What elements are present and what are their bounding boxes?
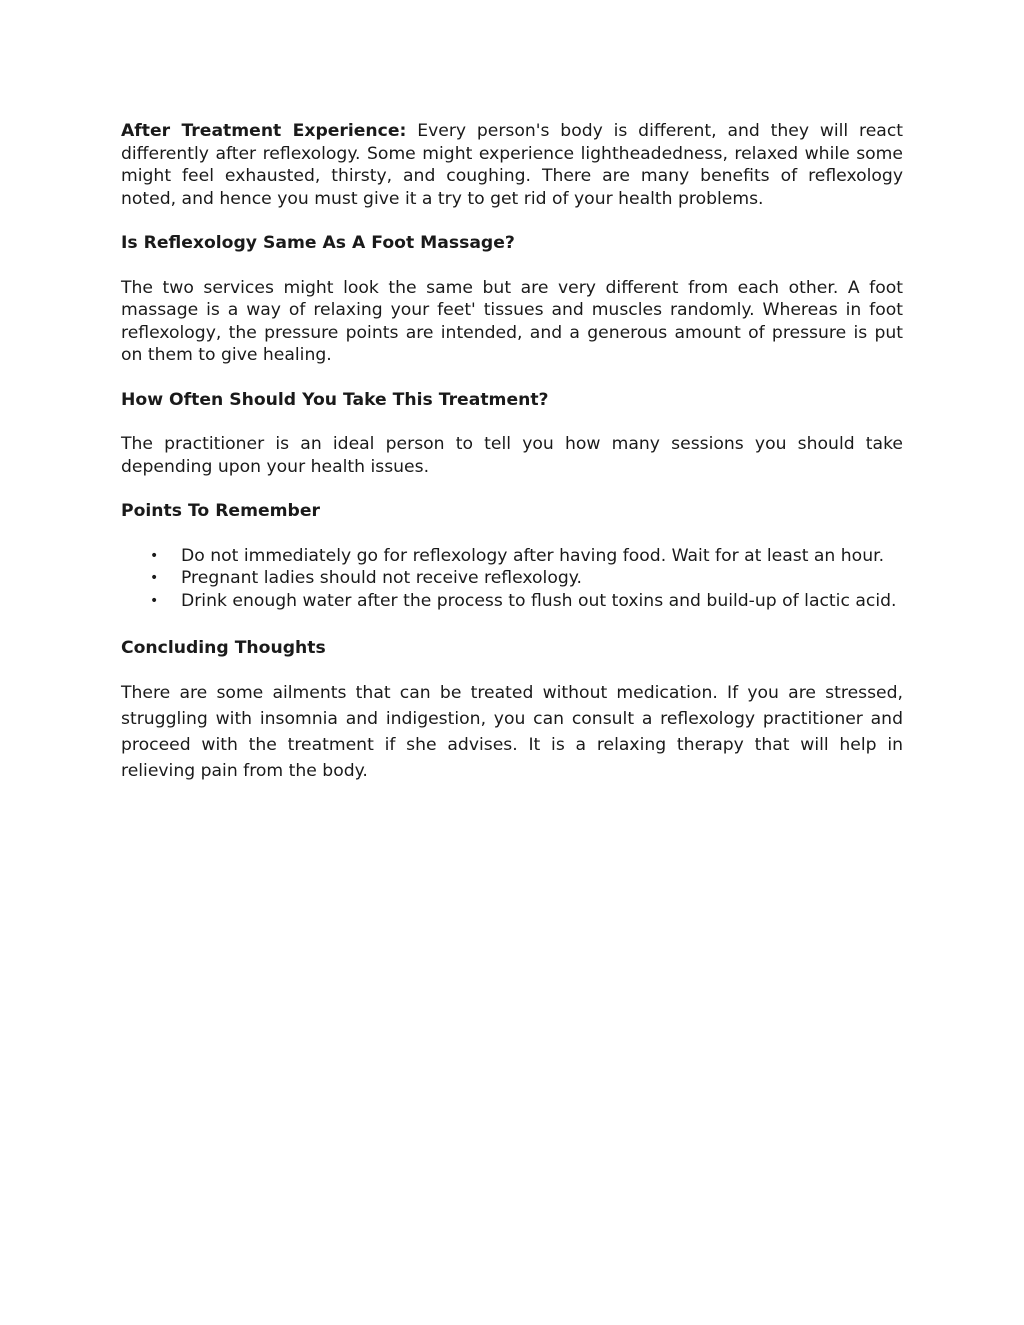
after-treatment-text: Every person's body is different, and they will react differently after reflexology. Some might experience lightheadedness, relaxed while some might feel exhausted, thirsty, and coughing. There are many benefits of reflexology noted, and hence you must give it a try to get rid of your health problems. (121, 121, 904, 209)
foot-massage-paragraph: The two services might look the same but are very different from each other. A foot massage is a way of relaxing your feet' tissues and muscles randomly. Whereas in foot reflexology, the pressure points are intended, and a generous amount of pressure is put on them to give healing. (121, 277, 903, 365)
list-item-text: Drink enough water after the process to flush out toxins and build-up of lactic acid. (181, 590, 897, 611)
list-item (121, 567, 903, 590)
list-item-text: Pregnant ladies should not receive reflexology. (181, 568, 582, 588)
how-often-paragraph: The practitioner is an ideal person to tell you how many sessions you should take depending upon your health issues. (121, 434, 903, 477)
after-treatment-label: After Treatment Experience: (121, 121, 407, 141)
bullet-icon: • (150, 547, 159, 564)
bullet-icon: • (150, 570, 159, 586)
concluding-paragraph: There are some ailments that can be treated without medication. If you are stressed, struggling with insomnia and indigestion, you can consult a reflexology practitioner and proceed with the treatment if she advises. It is a relaxing therapy that will help in relieving pain from the body. (121, 682, 903, 781)
concluding-heading: Concluding Thoughts (121, 638, 326, 658)
how-often-heading: How Often Should You Take This Treatment? (121, 389, 549, 410)
bullet-icon: • (150, 592, 159, 609)
list-item (121, 590, 903, 613)
document-page (121, 120, 903, 784)
foot-massage-heading: Is Reflexology Same As A Foot Massage? (121, 233, 515, 253)
list-item (121, 545, 903, 568)
points-list (121, 545, 903, 613)
list-item-text: Do not immediately go for reflexology after having food. Wait for at least an hour. (181, 545, 885, 566)
points-heading: Points To Remember (121, 501, 320, 521)
after-treatment-paragraph (121, 120, 903, 210)
